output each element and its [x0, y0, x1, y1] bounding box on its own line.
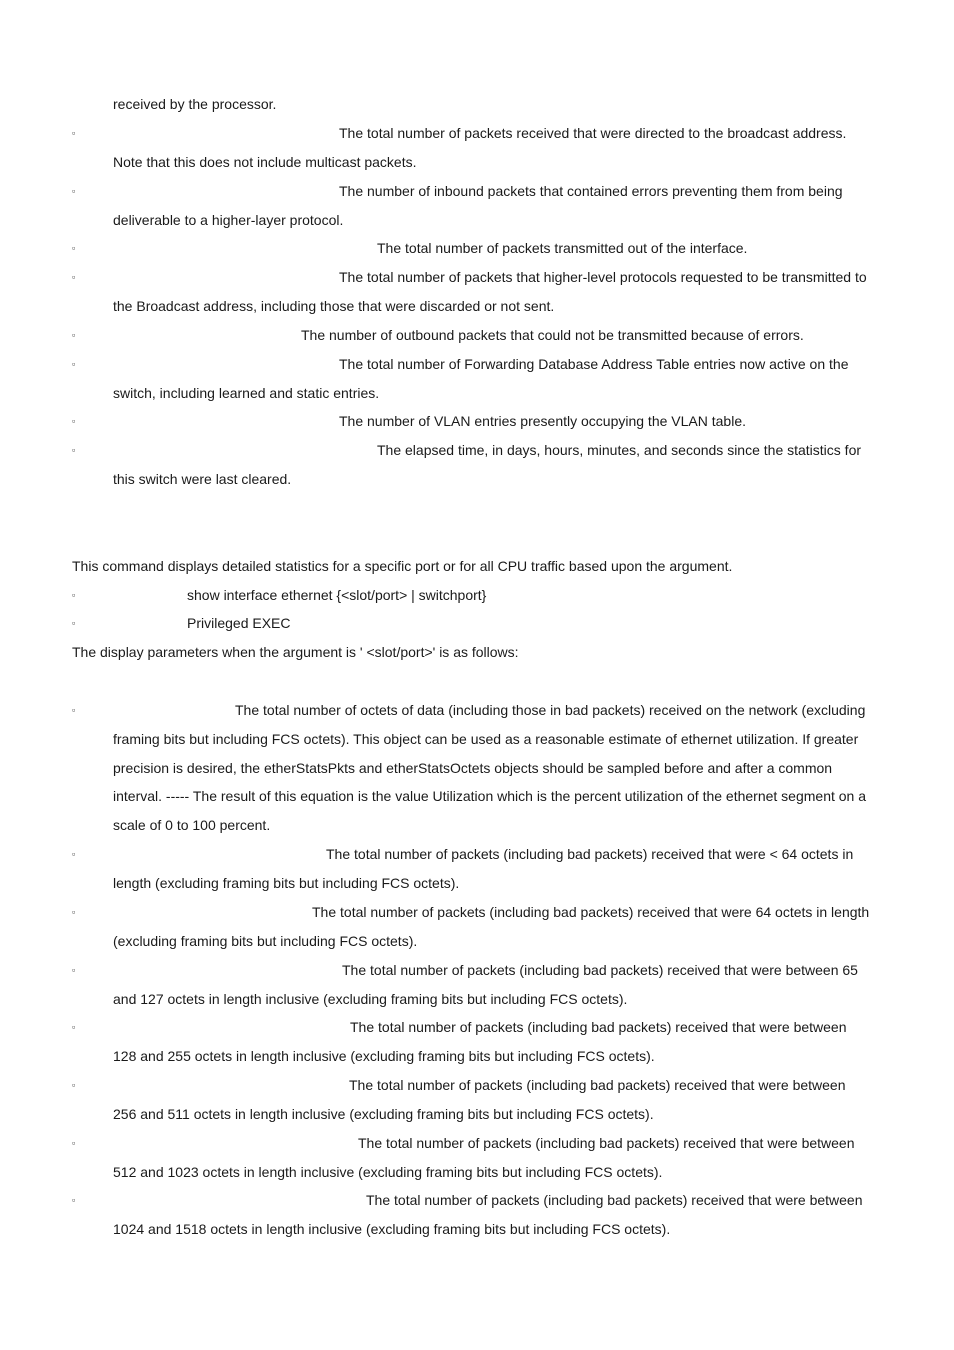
- list-item-text: The total number of packets received that were directed to the broadcast address.: [339, 125, 847, 141]
- bullet-icon: ▫: [72, 849, 76, 859]
- bullet-icon: ▫: [72, 907, 76, 917]
- list-item-text: The total number of octets of data (including those in bad packets) received on the network (excluding: [235, 702, 866, 718]
- bullet-icon: ▫: [72, 705, 76, 715]
- list-item-text: 1024 and 1518 octets in length inclusive (excluding framing bits but including FCS octets).: [113, 1220, 671, 1237]
- bullet-icon: ▫: [72, 965, 76, 975]
- bullet-icon: ▫: [72, 618, 76, 628]
- list-item-text: The total number of packets (including bad packets) received that were between: [358, 1135, 855, 1151]
- display-params-intro: The display parameters when the argument is ' <slot/port>' is as follows:: [72, 644, 519, 660]
- list-item: [72, 177, 884, 235]
- list-item-text: framing bits but including FCS octets). This object can be used as a reasonable estimate of ethernet utilization. If greater: [113, 730, 859, 747]
- list-item-text: 128 and 255 octets in length inclusive (excluding framing bits but including FCS octets).: [113, 1047, 655, 1064]
- bullet-icon: ▫: [72, 243, 76, 253]
- list-item: [72, 436, 884, 494]
- list-item-text: The total number of packets (including bad packets) received that were 64 octets in length: [312, 904, 870, 920]
- bullet-icon: ▫: [72, 359, 76, 369]
- list-item: [72, 407, 884, 436]
- list-item: [72, 956, 884, 1014]
- list-item-text: this switch were last cleared.: [113, 470, 292, 487]
- mode-text: Privileged EXEC: [187, 615, 291, 631]
- list-item-text: length (excluding framing bits but including FCS octets).: [113, 874, 460, 891]
- bullet-icon: ▫: [72, 186, 76, 196]
- list-item-text: The elapsed time, in days, hours, minutes, and seconds since the statistics for: [377, 442, 862, 458]
- list-item-text: The total number of Forwarding Database Address Table entries now active on the: [339, 356, 849, 372]
- bullet-icon: ▫: [72, 590, 76, 600]
- list-item-text: The total number of packets (including bad packets) received that were between: [366, 1192, 863, 1208]
- list-item-text: 256 and 511 octets in length inclusive (excluding framing bits but including FCS octets).: [113, 1105, 654, 1122]
- bullet-icon: ▫: [72, 330, 76, 340]
- list-item-text: 512 and 1023 octets in length inclusive (excluding framing bits but including FCS octets).: [113, 1163, 663, 1180]
- bullet-icon: ▫: [72, 1022, 76, 1032]
- list-item: [72, 350, 884, 408]
- syntax-row: [72, 581, 884, 610]
- list-item: [72, 1129, 884, 1187]
- list-item-text: The number of VLAN entries presently occupying the VLAN table.: [339, 413, 746, 429]
- mode-row: [72, 609, 884, 638]
- list-item-text: The total number of packets transmitted out of the interface.: [377, 240, 748, 256]
- list-item: [72, 321, 884, 350]
- list-item-text: The number of inbound packets that contained errors preventing them from being: [339, 183, 843, 199]
- list-item: [72, 1071, 884, 1129]
- list-item: [72, 696, 884, 840]
- bullet-icon: ▫: [72, 128, 76, 138]
- bullet-icon: ▫: [72, 416, 76, 426]
- list-item-text: deliverable to a higher-layer protocol.: [113, 211, 344, 228]
- list-item: [72, 840, 884, 898]
- list-item-text: switch, including learned and static entries.: [113, 384, 380, 401]
- bullet-icon: ▫: [72, 1195, 76, 1205]
- command-description: This command displays detailed statistics for a specific port or for all CPU traffic based upon the argument.: [72, 558, 733, 574]
- list-item-text: interval. ----- The result of this equation is the value Utilization which is the percent utilization of the ethernet segment on a: [113, 788, 867, 805]
- list-item-text: The total number of packets (including bad packets) received that were between 65: [342, 962, 858, 978]
- list-item: [72, 1013, 884, 1071]
- list-item-text: The total number of packets that higher-level protocols requested to be transmitted to: [339, 269, 867, 285]
- list-item-text: and 127 octets in length inclusive (excluding framing bits but including FCS octets).: [113, 990, 628, 1007]
- intro-fragment: received by the processor.: [113, 96, 277, 112]
- bullet-icon: ▫: [72, 1138, 76, 1148]
- bullet-icon: ▫: [72, 445, 76, 455]
- list-item: [72, 119, 884, 177]
- list-item: [72, 1186, 884, 1244]
- bullet-icon: ▫: [72, 272, 76, 282]
- list-item: [72, 898, 884, 956]
- list-item-text: The total number of packets (including bad packets) received that were < 64 octets in: [326, 846, 854, 862]
- list-item-text: Note that this does not include multicast packets.: [113, 153, 417, 170]
- list-item-text: The number of outbound packets that could not be transmitted because of errors.: [301, 327, 804, 343]
- list-item: [72, 263, 884, 321]
- bullet-icon: ▫: [72, 1080, 76, 1090]
- list-item-text: The total number of packets (including bad packets) received that were between: [350, 1019, 847, 1035]
- syntax-text: show interface ethernet {<slot/port> | switchport}: [187, 587, 487, 603]
- list-item-text: scale of 0 to 100 percent.: [113, 817, 271, 834]
- list-item: [72, 234, 884, 263]
- list-item-text: precision is desired, the etherStatsPkts and etherStatsOctets objects should be sampled before and after a common: [113, 759, 833, 776]
- list-item-text: the Broadcast address, including those that were discarded or not sent.: [113, 297, 555, 314]
- list-item-text: The total number of packets (including bad packets) received that were between: [349, 1077, 846, 1093]
- list-item-text: (excluding framing bits but including FCS octets).: [113, 932, 418, 949]
